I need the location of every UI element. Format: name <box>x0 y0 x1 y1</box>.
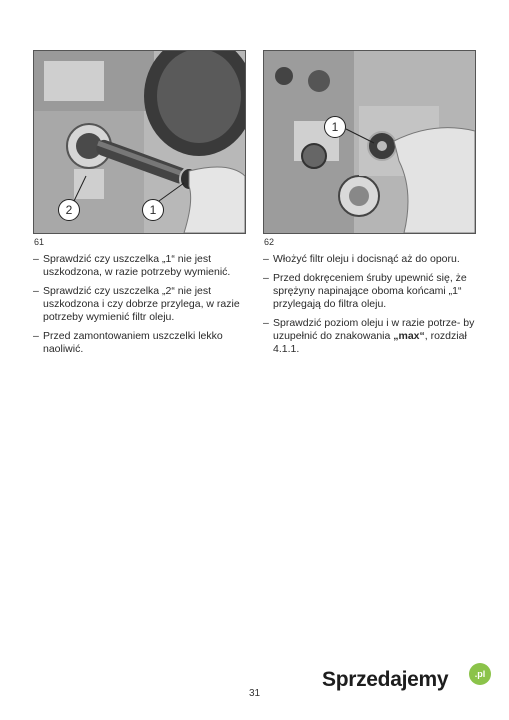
list-item <box>263 317 481 356</box>
callout-2 <box>58 199 80 221</box>
callout-1-fig62 <box>324 116 346 138</box>
list-dash: – <box>33 285 39 297</box>
callout-1-fig62-label: 1 <box>331 120 339 134</box>
callout-2-label: 2 <box>65 203 73 217</box>
watermark-badge: .pl <box>469 663 491 685</box>
list-item-text: Przed zamontowaniem uszczelki lekko naoliwić. <box>43 330 223 355</box>
list-dash: – <box>263 272 269 284</box>
list-item <box>263 253 481 266</box>
list-item-text-bold: „max“ <box>393 330 425 342</box>
list-item-text-before: Sprawdzić poziom oleju i w razie potrze- by uzupełnić do znakowania <box>273 317 475 342</box>
figure-62-number: 62 <box>264 237 275 247</box>
figure-62-illustration <box>264 51 475 233</box>
instructions-right-column <box>263 253 481 362</box>
page-number: 31 <box>248 688 261 699</box>
list-dash: – <box>33 253 39 265</box>
list-item <box>33 253 251 279</box>
callout-1-label: 1 <box>149 203 157 217</box>
figure-61-oil-filter-seals <box>33 50 246 234</box>
figure-61-number: 61 <box>34 237 45 247</box>
watermark-logo: Sprzedajemy <box>322 668 449 691</box>
instructions-left-column <box>33 253 251 362</box>
list-item <box>33 285 251 324</box>
callout-1 <box>142 199 164 221</box>
list-item-text-after: , rozdział 4.1.1. <box>273 330 467 355</box>
list-item <box>33 330 251 356</box>
list-item <box>263 272 481 311</box>
list-item-text: Przed dokręceniem śruby upewnić się, że sprężyny napinające oboma końcami „1“ przylegają do filtra oleju. <box>273 272 467 310</box>
list-dash: – <box>33 330 39 342</box>
figure-62-oil-filter-insert <box>263 50 476 234</box>
list-item-text: Włożyć filtr oleju i docisnąć aż do oporu. <box>273 253 460 265</box>
list-item-text: Sprawdzić czy uszczelka „2“ nie jest uszkodzona i czy dobrze przylega, w razie potrzeby wymienić filtr oleju. <box>43 285 240 323</box>
list-dash: – <box>263 253 269 265</box>
list-item-text: Sprawdzić czy uszczelka „1“ nie jest uszkodzona, w razie potrzeby wymienić. <box>43 253 231 278</box>
list-dash: – <box>263 317 269 329</box>
